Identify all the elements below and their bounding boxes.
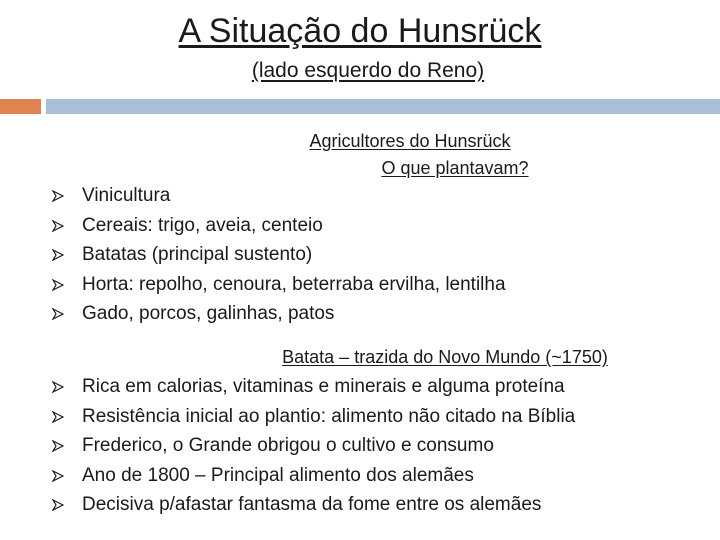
list-item-text: Ano de 1800 – Principal alimento dos alemães (82, 464, 474, 486)
accent-bar-orange (0, 99, 41, 114)
list-item (52, 461, 575, 491)
section1-list (52, 181, 506, 329)
arrowhead-bullet-icon (52, 470, 64, 482)
section2-list (52, 372, 575, 520)
arrowhead-bullet-icon (52, 440, 64, 452)
arrowhead-bullet-icon (52, 279, 64, 291)
list-item-text: Vinicultura (82, 185, 171, 206)
list-item-text: Batatas (principal sustento) (82, 244, 313, 265)
list-item (52, 372, 575, 402)
list-item-text: Cereais: trigo, aveia, centeio (82, 214, 323, 236)
list-item-text: Gado, porcos, galinhas, patos (82, 303, 335, 324)
arrowhead-bullet-icon (52, 190, 64, 202)
arrowhead-bullet-icon (52, 381, 64, 393)
section1-heading-line2: O que plantavam? (381, 158, 529, 178)
list-item (52, 270, 506, 300)
list-item-text: Rica em calorias, vitaminas e minerais e alguma proteína (82, 376, 565, 397)
list-item (52, 240, 506, 270)
slide-subtitle: (lado esquerdo do Reno) (251, 59, 485, 82)
list-item (52, 402, 575, 432)
section1-heading-line1: Agricultores do Hunsrück (309, 131, 511, 151)
list-item (52, 299, 506, 329)
arrowhead-bullet-icon (52, 220, 64, 232)
list-item (52, 211, 506, 241)
list-item (52, 431, 575, 461)
list-item (52, 490, 575, 520)
arrowhead-bullet-icon (52, 308, 64, 320)
list-item-text: Frederico, o Grande obrigou o cultivo e consumo (82, 435, 494, 456)
list-item (52, 181, 506, 211)
arrowhead-bullet-icon (52, 411, 64, 423)
arrowhead-bullet-icon (52, 499, 64, 511)
list-item-text: Decisiva p/afastar fantasma da fome entre os alemães (82, 494, 542, 515)
list-item-text: Horta: repolho, cenoura, beterraba ervilha, lentilha (82, 273, 506, 295)
accent-bar-blue (46, 99, 720, 114)
list-item-text: Resistência inicial ao plantio: alimento não citado na Bíblia (82, 405, 576, 427)
section2-heading: Batata – trazida do Novo Mundo (~1750) (282, 347, 608, 367)
arrowhead-bullet-icon (52, 249, 64, 261)
slide-title: A Situação do Hunsrück (178, 12, 542, 50)
